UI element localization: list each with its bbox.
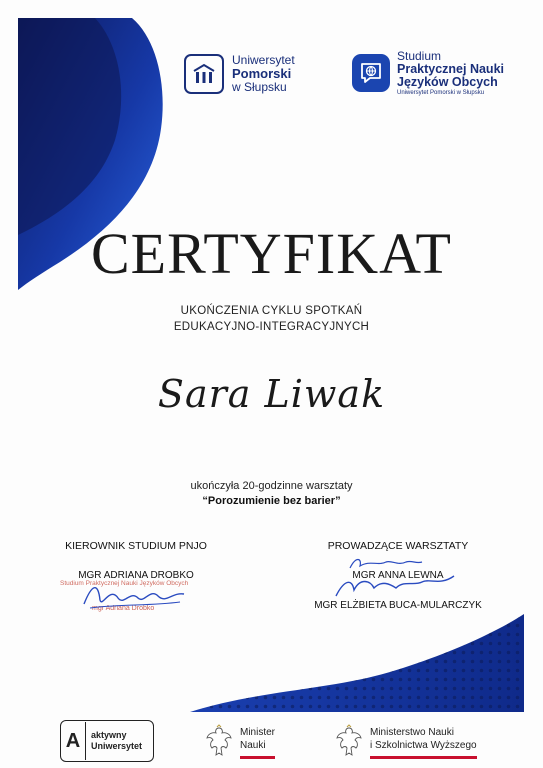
- active-university-line1: aktywny: [91, 730, 127, 740]
- certificate-subtitle: [0, 303, 543, 335]
- university-logo-line2: Pomorski: [232, 66, 292, 81]
- active-university-letter: A: [61, 722, 86, 760]
- right-signatory-name-2: MGR ELŻBIETA BUCA-MULARCZYK: [314, 600, 482, 611]
- completion-text: ukończyła 20-godzinne warsztaty: [190, 480, 353, 492]
- polish-eagle-icon: [334, 724, 364, 760]
- studium-logo-line2: Praktycznej Nauki: [397, 62, 504, 76]
- right-handwritten-signatures: [330, 552, 460, 602]
- active-university-logo: [60, 720, 154, 762]
- ministry-line1: Ministerstwo Nauki: [370, 726, 454, 738]
- university-logo-line1: Uniwersytet: [232, 53, 295, 67]
- left-signature-heading: KIEROWNIK STUDIUM PNJO: [65, 540, 207, 552]
- stamp-text-line1: Studium Praktycznej Nauki Języków Obcych: [60, 580, 189, 587]
- minister-line2: Nauki: [240, 739, 266, 751]
- right-signatory-name-1: MGR ANNA LEWNA: [352, 570, 444, 581]
- globe-chat-icon: [352, 54, 390, 92]
- minister-line1: Minister: [240, 726, 276, 738]
- language-studium-logo: [352, 50, 504, 97]
- workshop-name: “Porozumienie bez barier”: [202, 495, 341, 507]
- ministry-line2: i Szkolnictwa Wyższego: [370, 739, 477, 751]
- stamp-text-line2: mgr Adriana Drobko: [92, 605, 155, 612]
- polish-eagle-icon: [204, 724, 234, 760]
- university-building-icon: [184, 54, 224, 94]
- left-signatory-name: MGR ADRIANA DROBKO: [78, 570, 194, 581]
- studium-logo-line4: Uniwersytet Pomorski w Słupsku: [397, 90, 485, 96]
- certificate-title: CERTYFIKAT: [91, 221, 452, 286]
- left-handwritten-signature: [80, 578, 190, 612]
- university-logo-line3: w Słupsku: [232, 80, 287, 94]
- recipient-name: Sara Liwak: [157, 372, 386, 416]
- studium-logo-line3: Języków Obcych: [397, 75, 498, 89]
- minister-of-science-logo: [204, 724, 275, 760]
- studium-logo-line1: Studium: [397, 49, 442, 63]
- bottom-right-dot-pattern: [190, 614, 524, 712]
- ministry-logo: [334, 724, 477, 760]
- subtitle-line1: UKOŃCZENIA CYKLU SPOTKAŃ: [180, 305, 363, 317]
- subtitle-line2: EDUKACYJNO-INTEGRACYJNYCH: [173, 321, 370, 333]
- right-signature-heading: PROWADZĄCE WARSZTATY: [327, 540, 469, 552]
- active-university-line2: Uniwersytet: [91, 741, 143, 751]
- university-logo: [184, 54, 295, 94]
